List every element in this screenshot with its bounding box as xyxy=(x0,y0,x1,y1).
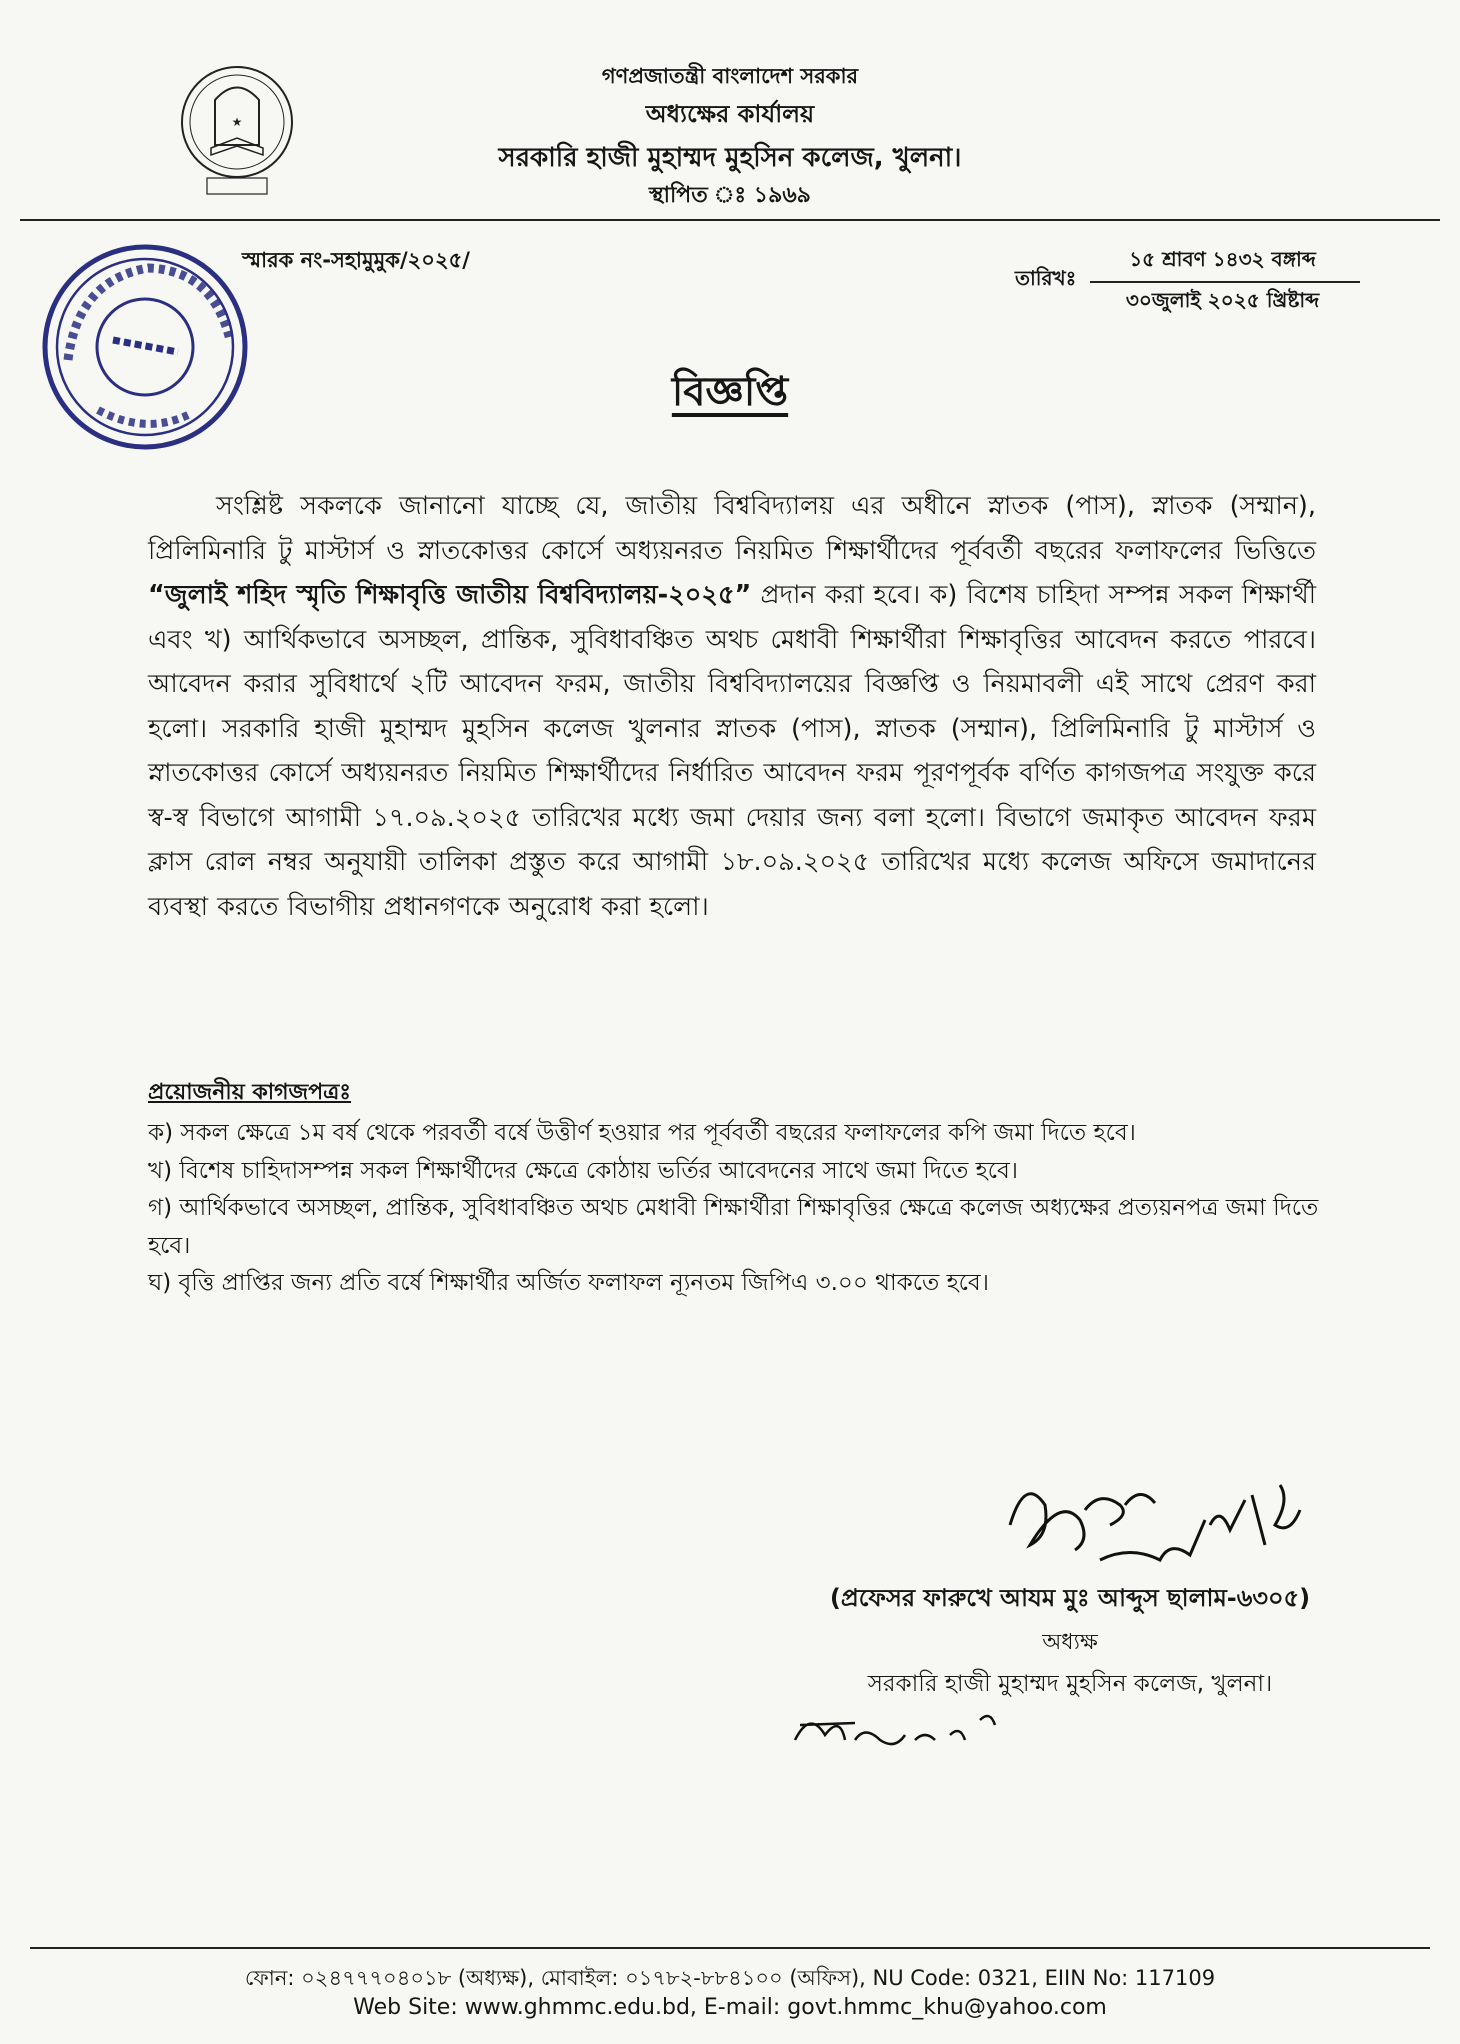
requirements-list xyxy=(148,1115,1338,1303)
office-name: অধ্যক্ষের কার্যালয় xyxy=(645,100,815,128)
notice-title xyxy=(0,360,1460,427)
government-name: গণপ্রজাতন্ত্রী বাংলাদেশ সরকার xyxy=(601,64,859,88)
svg-text:★: ★ xyxy=(231,115,243,129)
requirement-item: ঘ) বৃত্তি প্রাপ্তির জন্য প্রতি বর্ষে শিক্ষার্থীর অর্জিত ফলাফল ন্যূনতম জিপিএ ৩.০০ থাকতে হবে। xyxy=(148,1270,989,1296)
date-bangla: ১৫ শ্রাবণ ১৪৩২ বঙ্গাব্দ xyxy=(1129,247,1316,271)
requirements-title: প্রয়োজনীয় কাগজপত্রঃ xyxy=(148,1080,352,1105)
notice-title-text: বিজ্ঞপ্তি xyxy=(671,369,789,415)
header-divider xyxy=(20,219,1440,221)
footer-web: Web Site: www.ghmmc.edu.bd, E-mail: govt.hmmc_khu@yahoo.com xyxy=(353,1995,1107,2020)
requirement-item: খ) বিশেষ চাহিদাসম্পন্ন সকল শিক্ষার্থীদের ক্ষেত্রে কোঠায় ভর্তির আবেদনের সাথে জমা দিতে হবে। xyxy=(148,1157,1018,1184)
signatory-name: (প্রফেসর ফারুখে আযম মুঃ আব্দুস ছালাম-৬৩০৫) xyxy=(829,1584,1311,1612)
signatory-designation: অধ্যক্ষ xyxy=(1042,1630,1098,1655)
established-year: স্থাপিত ঃ ১৯৬৯ xyxy=(649,183,811,208)
body-part-1: সংশ্লিষ্ট সকলকে জানানো যাচ্ছে যে, জাতীয় বিশ্ববিদ্যালয় এর অধীনে স্নাতক (পাস), স্নাতক (সম্মান), প্রিলিমিনারি টু মাস্টার্স ও স্নাতকোত্তর কোর্সে অধ্যয়নরত নিয়মিত শিক্ষার্থীদের পূর্ববর্তী বছরের ফলাফলের ভিত্তিতে xyxy=(148,491,1316,566)
requirement-item: গ) আর্থিকভাবে অসচ্ছল, প্রান্তিক, সুবিধাবঞ্চিত অথচ মেধাবী শিক্ষার্থীরা শিক্ষাবৃত্তির ক্ষেত্রে কলেজ অধ্যক্ষের প্রত্যয়নপত্র জমা দিতে হবে। xyxy=(148,1195,1319,1259)
requirement-item: ক) সকল ক্ষেত্রে ১ম বর্ষ থেকে পরবর্তী বর্ষে উত্তীর্ণ হওয়ার পর পূর্ববর্তী বছরের ফলাফলের কপি জমা দিতে হবে। xyxy=(148,1120,1136,1146)
memo-reference-number: স্মারক নং-সহামুমুক/২০২৫/ xyxy=(242,248,470,272)
signatory-college: সরকারি হাজী মুহাম্মদ মুহসিন কলেজ, খুলনা। xyxy=(867,1671,1273,1697)
footer-divider xyxy=(30,1947,1430,1949)
footer-contact: ফোন: ০২৪৭৭৭০৪০১৮ (অধ্যক্ষ), মোবাইল: ০১৭৮২-৮৮৪১০০ (অফিস), NU Code: 0321, EIIN No: 117109 xyxy=(244,1966,1216,1990)
date-label: তারিখঃ xyxy=(1015,266,1077,290)
date-gregorian: ৩০জুলাই ২০২৫ খ্রিষ্টাব্দ xyxy=(1125,288,1320,312)
date-divider xyxy=(1090,281,1360,283)
body-part-2: প্রদান করা হবে। ক) বিশেষ চাহিদা সম্পন্ন সকল শিক্ষার্থী এবং খ) আর্থিকভাবে অসচ্ছল, প্রান্তিক, সুবিধাবঞ্চিত অথচ মেধাবী শিক্ষার্থীরা শিক্ষাবৃত্তির আবেদন করতে পারবে। আবেদন করার সুবিধার্থে ২টি আবেদন ফরম, জাতীয় বিশ্ববিদ্যালয়ের বিজ্ঞপ্তি ও নিয়মাবলী এই সাথে প্রেরণ করা হলো। সরকারি হাজী মুহাম্মদ মুহসিন কলেজ খুলনার স্নাতক (পাস), স্নাতক (সম্মান), প্রিলিমিনারি টু মাস্টার্স ও স্নাতকোত্তর কোর্সে অধ্যয়নরত নিয়মিত শিক্ষার্থীদের নির্ধারিত আবেদন ফরম পূরণপূর্বক বর্ণিত কাগজপত্র সংযুক্ত করে স্ব-স্ব বিভাগে আগামী ১৭.০৯.২০২৫ তারিখের মধ্যে জমা দেয়ার জন্য বলা হলো। বিভাগে জমাকৃত আবেদন ফরম ক্লাস রোল নম্বর অনুযায়ী তালিকা প্রস্তুত করে আগামী ১৮.০৯.২০২৫ তারিখের মধ্যে কলেজ অফিসে জমাদানের ব্যবস্থা করতে বিভাগীয় প্রধানগণকে অনুরোধ করা হলো। xyxy=(148,580,1317,922)
initial-mark xyxy=(785,1695,1025,1760)
notice-body xyxy=(148,484,1316,929)
principal-signature xyxy=(990,1465,1350,1580)
college-name: সরকারি হাজী মুহাম্মদ মুহসিন কলেজ, খুলনা। xyxy=(498,143,962,173)
scholarship-name: “জুলাই শহিদ স্মৃতি শিক্ষাবৃত্তি জাতীয় বিশ্ববিদ্যালয়-২০২৫” xyxy=(148,580,752,610)
